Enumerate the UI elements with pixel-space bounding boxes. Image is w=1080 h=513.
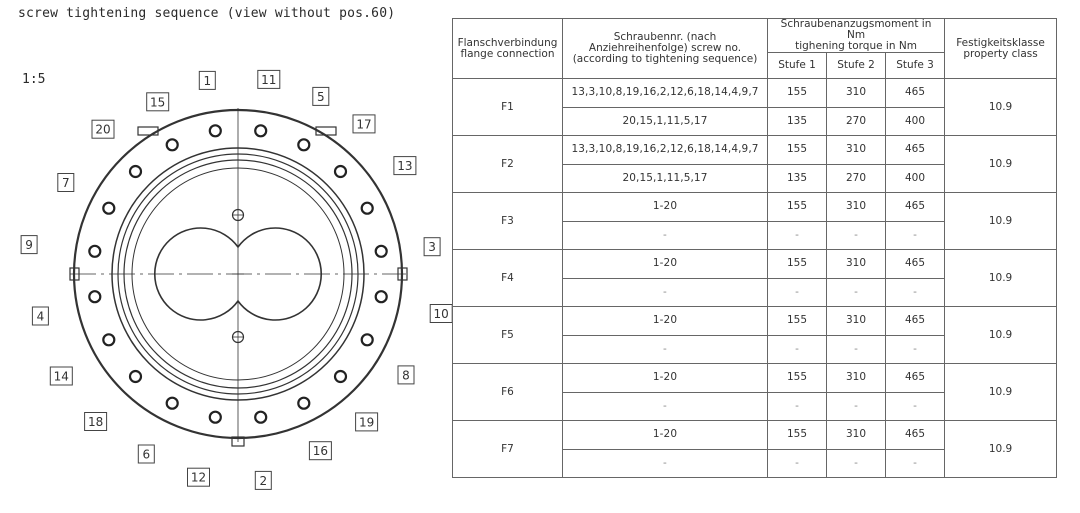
bolt-hole	[335, 371, 346, 382]
bolt-label-5	[313, 87, 329, 105]
stage-3-cell: 465	[886, 193, 945, 222]
flange-id-cell: F5	[453, 307, 563, 364]
stage-3-cell: 465	[886, 136, 945, 165]
stage-2-cell: 310	[827, 79, 886, 108]
bolt-label-text: 8	[402, 368, 410, 383]
header-screw-number: Schraubennr. (nach Anziehreihenfolge) screw no. (according to tightening sequence)	[563, 19, 768, 79]
table-row	[453, 364, 1057, 393]
bolt-label-text: 5	[316, 89, 325, 104]
stage-2-cell: -	[827, 278, 886, 307]
stage-2-cell: -	[827, 449, 886, 478]
screw-sequence-cell: 13,3,10,8,19,16,2,12,6,18,14,4,9,7	[563, 79, 768, 108]
drawing-title: screw tightening sequence (view without pos.60)	[18, 6, 396, 21]
bolt-hole	[298, 139, 309, 150]
screw-sequence-cell: 20,15,1,11,5,17	[563, 164, 768, 193]
stage-1-cell: 155	[768, 79, 827, 108]
property-class-cell: 10.9	[945, 421, 1057, 478]
table-row	[453, 421, 1057, 450]
screw-sequence-cell: -	[563, 335, 768, 364]
screw-sequence-cell: 20,15,1,11,5,17	[563, 107, 768, 136]
bolt-hole	[89, 291, 100, 302]
stage-3-cell: -	[886, 449, 945, 478]
stage-1-cell: 155	[768, 421, 827, 450]
bolt-label-13	[394, 157, 416, 175]
header-stage-3: Stufe 3	[886, 53, 945, 79]
bolt-number-labels	[21, 70, 452, 489]
stage-2-cell: 270	[827, 164, 886, 193]
bolt-label-1	[199, 71, 215, 89]
bolt-label-text: 16	[312, 444, 329, 459]
bolt-label-text: 1	[203, 73, 212, 88]
stage-3-cell: 400	[886, 107, 945, 136]
screw-sequence-cell: 1-20	[563, 421, 768, 450]
stage-3-cell: -	[886, 278, 945, 307]
table-row	[453, 307, 1057, 336]
flange-body	[70, 108, 407, 446]
stage-3-cell: 465	[886, 307, 945, 336]
bolt-label-11	[258, 70, 280, 88]
stage-1-cell: -	[768, 278, 827, 307]
bolt-label-text: 15	[150, 95, 166, 110]
screw-sequence-cell: -	[563, 221, 768, 250]
stage-2-cell: 310	[827, 193, 886, 222]
stage-1-cell: 135	[768, 107, 827, 136]
stage-3-cell: 400	[886, 164, 945, 193]
screw-sequence-cell: -	[563, 449, 768, 478]
stage-2-cell: -	[827, 335, 886, 364]
bolt-label-text: 4	[36, 309, 45, 324]
stage-1-cell: 155	[768, 364, 827, 393]
stage-3-cell: 465	[886, 364, 945, 393]
property-class-cell: 10.9	[945, 136, 1057, 193]
bolt-label-7	[58, 174, 74, 192]
screw-sequence-cell: 1-20	[563, 364, 768, 393]
bolt-label-text: 17	[356, 117, 372, 132]
bolt-label-12	[188, 468, 210, 486]
stage-3-cell: -	[886, 221, 945, 250]
bolt-label-text: 11	[261, 72, 277, 87]
bolt-label-2	[255, 471, 271, 489]
bolt-label-text: 12	[190, 470, 207, 485]
bolt-hole	[255, 125, 266, 136]
property-class-cell: 10.9	[945, 364, 1057, 421]
bolt-hole	[167, 398, 178, 409]
stage-3-cell: -	[886, 335, 945, 364]
screw-sequence-cell: 1-20	[563, 250, 768, 279]
bolt-hole	[103, 203, 114, 214]
bolt-hole	[210, 412, 221, 423]
screw-sequence-cell: -	[563, 392, 768, 421]
stage-1-cell: 155	[768, 193, 827, 222]
bolt-label-9	[21, 236, 37, 254]
bolt-hole	[362, 203, 373, 214]
bolt-hole	[298, 398, 309, 409]
bolt-label-text: 13	[397, 159, 413, 174]
stage-1-cell: 155	[768, 136, 827, 165]
bolt-hole	[130, 166, 141, 177]
stage-1-cell: -	[768, 392, 827, 421]
bolt-label-20	[92, 120, 114, 138]
bolt-label-4	[32, 307, 48, 325]
stage-2-cell: 270	[827, 107, 886, 136]
bolt-label-text: 14	[53, 369, 69, 384]
flange-id-cell: F1	[453, 79, 563, 136]
bolt-label-text: 6	[142, 447, 151, 462]
screw-sequence-cell: 13,3,10,8,19,16,2,12,6,18,14,4,9,7	[563, 136, 768, 165]
stage-2-cell: 310	[827, 421, 886, 450]
stage-2-cell: 310	[827, 307, 886, 336]
bolt-label-15	[147, 93, 169, 111]
bolt-label-8	[398, 366, 414, 384]
flange-id-cell: F3	[453, 193, 563, 250]
bolt-hole	[103, 334, 114, 345]
stage-3-cell: 465	[886, 79, 945, 108]
stage-1-cell: -	[768, 449, 827, 478]
table-row	[453, 250, 1057, 279]
bolt-label-17	[353, 115, 375, 133]
header-property-class: Festigkeitsklasse property class	[945, 19, 1057, 79]
table-row	[453, 193, 1057, 222]
header-stage-2: Stufe 2	[827, 53, 886, 79]
bolt-label-text: 3	[428, 240, 436, 255]
stage-1-cell: -	[768, 221, 827, 250]
bolt-label-10	[430, 305, 452, 323]
flange-id-cell: F7	[453, 421, 563, 478]
bolt-label-text: 2	[259, 473, 268, 488]
stage-2-cell: 310	[827, 250, 886, 279]
stage-2-cell: 310	[827, 364, 886, 393]
bolt-hole	[210, 125, 221, 136]
flange-id-cell: F4	[453, 250, 563, 307]
tightening-torque-table	[452, 18, 1057, 478]
stage-2-cell: -	[827, 392, 886, 421]
table-row	[453, 136, 1057, 165]
bolt-label-18	[85, 413, 107, 431]
stage-1-cell: -	[768, 335, 827, 364]
screw-sequence-cell: 1-20	[563, 193, 768, 222]
table-row	[453, 79, 1057, 108]
screw-sequence-cell: -	[563, 278, 768, 307]
bolt-label-16	[309, 442, 331, 460]
property-class-cell: 10.9	[945, 307, 1057, 364]
bolt-label-3	[424, 238, 440, 256]
flange-id-cell: F2	[453, 136, 563, 193]
bolt-label-19	[356, 413, 378, 431]
bolt-hole	[335, 166, 346, 177]
property-class-cell: 10.9	[945, 250, 1057, 307]
bolt-label-text: 19	[358, 415, 375, 430]
bolt-label-text: 9	[25, 238, 33, 253]
bolt-label-text: 10	[433, 307, 449, 321]
bolt-hole	[255, 412, 266, 423]
bolt-hole	[167, 139, 178, 150]
stage-1-cell: 135	[768, 164, 827, 193]
header-flange-connection: Flanschverbindung flange connection	[453, 19, 563, 79]
bolt-hole	[130, 371, 141, 382]
stage-1-cell: 155	[768, 250, 827, 279]
bolt-hole	[89, 246, 100, 257]
bolt-hole	[376, 291, 387, 302]
bolt-label-6	[138, 445, 154, 463]
bolt-hole	[376, 246, 387, 257]
header-tightening-torque: Schraubenanzugsmoment in Nm tighening torque in Nm	[768, 19, 945, 53]
stage-2-cell: -	[827, 221, 886, 250]
stage-3-cell: 465	[886, 250, 945, 279]
stage-1-cell: 155	[768, 307, 827, 336]
screw-sequence-cell: 1-20	[563, 307, 768, 336]
flange-drawing	[0, 0, 452, 513]
header-stage-1: Stufe 1	[768, 53, 827, 79]
stage-3-cell: -	[886, 392, 945, 421]
stage-3-cell: 465	[886, 421, 945, 450]
stage-2-cell: 310	[827, 136, 886, 165]
bolt-label-14	[50, 367, 72, 385]
bolt-hole	[362, 334, 373, 345]
bolt-label-text: 18	[87, 415, 104, 429]
property-class-cell: 10.9	[945, 193, 1057, 250]
bolt-label-text: 20	[95, 122, 111, 137]
flange-id-cell: F6	[453, 364, 563, 421]
property-class-cell: 10.9	[945, 79, 1057, 136]
drawing-scale: 1:5	[22, 72, 46, 87]
bolt-label-text: 7	[61, 176, 70, 190]
